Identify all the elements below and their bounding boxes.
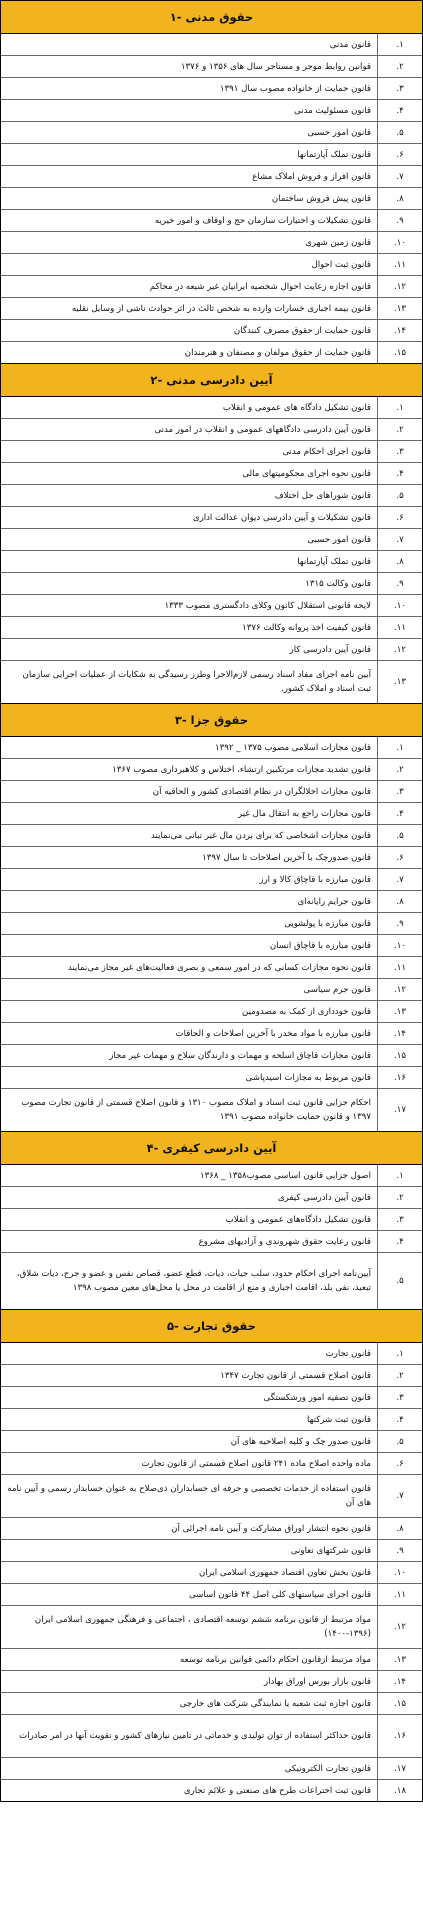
law-title bbox=[1, 188, 377, 209]
row-number: ۱۵. bbox=[377, 1693, 422, 1714]
law-title-text: قانون ثبت شرکتها bbox=[307, 1414, 371, 1425]
row-number: ۱۳. bbox=[377, 1001, 422, 1022]
law-title bbox=[1, 1649, 377, 1670]
law-row bbox=[1, 803, 422, 825]
law-title-text: قانون تشکیل دادگاه‌های عمومی و انقلاب bbox=[225, 1214, 371, 1225]
law-row bbox=[1, 1187, 422, 1209]
law-title bbox=[1, 1584, 377, 1605]
row-number: ۱۰. bbox=[377, 935, 422, 956]
row-number: ۱۶. bbox=[377, 1715, 422, 1757]
law-title-text: قانون حداکثر استفاده از توان تولیدی و خدماتی در تامین نیازهای کشور و تقویت آنها در امر صادرات bbox=[19, 1731, 371, 1741]
row-number: ۶. bbox=[377, 144, 422, 165]
section-header: ۱- حقوق مدنی bbox=[1, 1, 422, 34]
row-number: ۱۰. bbox=[377, 1562, 422, 1583]
law-title-text: قانون رعایت حقوق شهروندی و آزادیهای مشروع bbox=[198, 1236, 371, 1247]
law-row bbox=[1, 1693, 422, 1715]
law-row bbox=[1, 34, 422, 56]
law-row bbox=[1, 320, 422, 342]
row-number: ۱۵. bbox=[377, 342, 422, 363]
law-row bbox=[1, 1209, 422, 1231]
row-number: ۱۱. bbox=[377, 957, 422, 978]
law-section bbox=[0, 364, 423, 704]
law-title bbox=[1, 1165, 377, 1186]
law-title-text: ماده واحده اصلاح ماده ۲۴۱ قانون اصلاح قسمتی از قانون تجارت bbox=[141, 1458, 371, 1469]
row-number: ۶. bbox=[377, 847, 422, 868]
law-section bbox=[0, 0, 423, 364]
law-title bbox=[1, 1045, 377, 1066]
law-row bbox=[1, 298, 422, 320]
row-number: ۳. bbox=[377, 781, 422, 802]
law-row bbox=[1, 56, 422, 78]
law-row bbox=[1, 935, 422, 957]
law-row bbox=[1, 254, 422, 276]
law-title-text: قانون استفاده از خدمات تخصصی و حرفه ای حسابداران ذی‌صلاح به عنوان حسابدار رسمی و آیین نامه های آن bbox=[7, 1484, 371, 1508]
row-number: ۸. bbox=[377, 551, 422, 572]
law-title-text: اصول جزایی قانون اساسی مصوب۱۳۵۸ _ ۱۳۶۸ bbox=[199, 1170, 371, 1181]
law-row bbox=[1, 1045, 422, 1067]
law-title-text: قانون ثبت احوال bbox=[311, 259, 371, 270]
law-title-text: احکام جزایی قانون ثبت اسناد و املاک مصوب ۱۳۱۰ و قانون اصلاح قسمتی از قانون تجارت مصوب ۱۳۹۷ و قانون حمایت خانواده مصوب ۱۳۹۱ bbox=[21, 1098, 371, 1122]
law-title bbox=[1, 254, 377, 275]
law-title bbox=[1, 210, 377, 231]
row-number: ۴. bbox=[377, 1231, 422, 1252]
row-number: ۲. bbox=[377, 1365, 422, 1386]
row-number: ۸. bbox=[377, 1518, 422, 1539]
row-number: ۵. bbox=[377, 825, 422, 846]
law-title-text: قانون امور حسبی bbox=[307, 127, 371, 138]
law-title-text: قانون آیین دادرسی دادگاههای عمومی و انقلاب در امور مدنی bbox=[154, 424, 371, 435]
law-title bbox=[1, 419, 377, 440]
row-number: ۱۰. bbox=[377, 232, 422, 253]
law-title bbox=[1, 1540, 377, 1561]
law-title bbox=[1, 1758, 377, 1779]
law-row bbox=[1, 891, 422, 913]
law-title bbox=[1, 617, 377, 638]
row-number: ۵. bbox=[377, 1253, 422, 1309]
law-row bbox=[1, 737, 422, 759]
law-title-text: قانون بخش تعاون اقتصاد جمهوری اسلامی ایران bbox=[198, 1567, 371, 1578]
law-title bbox=[1, 1693, 377, 1714]
law-title-text: قانون نحوه مجازات کسانی که در امور سمعی و بصری فعالیت‌های غیر مجاز می‌نمایند bbox=[67, 962, 371, 973]
row-number: ۵. bbox=[377, 122, 422, 143]
law-title bbox=[1, 1715, 377, 1757]
law-row bbox=[1, 957, 422, 979]
law-row bbox=[1, 1409, 422, 1431]
law-row bbox=[1, 1089, 422, 1131]
law-row bbox=[1, 1758, 422, 1780]
law-title bbox=[1, 232, 377, 253]
law-title bbox=[1, 869, 377, 890]
law-title bbox=[1, 56, 377, 77]
law-title-text: قانون مبارزه با قاچاق انسان bbox=[269, 940, 371, 951]
law-title bbox=[1, 78, 377, 99]
law-title-text: قانون تملک آپارتمانها bbox=[297, 556, 371, 567]
row-number: ۱۵. bbox=[377, 1045, 422, 1066]
law-row bbox=[1, 144, 422, 166]
law-row bbox=[1, 507, 422, 529]
law-title bbox=[1, 397, 377, 418]
law-title-text: قانون حمایت از حقوق مولفان و مصنفان و هنرمندان bbox=[184, 347, 371, 358]
law-title bbox=[1, 891, 377, 912]
row-number: ۸. bbox=[377, 891, 422, 912]
law-title-text: قانون نحوه اجرای محکومیتهای مالی bbox=[242, 468, 371, 479]
law-title bbox=[1, 1671, 377, 1692]
row-number: ۱۴. bbox=[377, 320, 422, 341]
row-number: ۴. bbox=[377, 463, 422, 484]
section-header: ۳- حقوق جزا bbox=[1, 704, 422, 737]
law-title-text: قانون صدورچک با آخرین اصلاحات تا سال ۱۳۹۷ bbox=[202, 852, 371, 863]
law-row bbox=[1, 979, 422, 1001]
law-title-text: قانون آیین دادرسی کیفری bbox=[277, 1192, 371, 1203]
law-row bbox=[1, 529, 422, 551]
law-row bbox=[1, 100, 422, 122]
law-title bbox=[1, 463, 377, 484]
law-row bbox=[1, 485, 422, 507]
law-title bbox=[1, 485, 377, 506]
law-title-text: قانون افراز و فروش املاک مشاع bbox=[252, 171, 371, 182]
row-number: ۶. bbox=[377, 1453, 422, 1474]
section-header: ۵- حقوق تجارت bbox=[1, 1310, 422, 1343]
law-title-text: قانون اجرای سیاستهای کلی اصل ۴۴ قانون اساسی bbox=[188, 1589, 371, 1600]
row-number: ۱۳. bbox=[377, 298, 422, 319]
law-row bbox=[1, 573, 422, 595]
law-title-text: مواد مرتبط ازقانون احکام دائمی قوانین برنامه توسعه bbox=[180, 1654, 371, 1665]
row-number: ۳. bbox=[377, 78, 422, 99]
law-title bbox=[1, 759, 377, 780]
law-title-text: قانون مجازات اشخاصی که برای بردن مال غیر تبانی می‌نمایند bbox=[151, 830, 371, 841]
law-title-text: قانون اجازه رعایت احوال شخصیه ایرانیان غیر شیعه در محاکم bbox=[149, 281, 371, 292]
law-row bbox=[1, 1715, 422, 1758]
law-row bbox=[1, 1780, 422, 1801]
law-row bbox=[1, 639, 422, 661]
law-title bbox=[1, 441, 377, 462]
law-title bbox=[1, 144, 377, 165]
law-title bbox=[1, 298, 377, 319]
law-title bbox=[1, 935, 377, 956]
law-row bbox=[1, 1343, 422, 1365]
law-row bbox=[1, 1067, 422, 1089]
row-number: ۱۷. bbox=[377, 1089, 422, 1131]
law-title-text: قانون کیفیت اخذ پروانه وکالت ۱۳۷۶ bbox=[242, 622, 371, 633]
law-title-text: قانون مجازات اخلالگران در نظام اقتصادی کشور و الحاقیه آن bbox=[152, 786, 371, 797]
law-row bbox=[1, 1518, 422, 1540]
law-title-text: قانون جرم سیاسی bbox=[303, 984, 371, 995]
law-title-text: قانون اجازه ثبت شعبه یا نمایندگی شرکت های خارجی bbox=[179, 1698, 371, 1709]
law-title-text: قانون مجازات راجع به انتقال مال غیر bbox=[238, 808, 371, 819]
law-section bbox=[0, 1132, 423, 1310]
law-row bbox=[1, 78, 422, 100]
law-row bbox=[1, 276, 422, 298]
law-title bbox=[1, 1023, 377, 1044]
row-number: ۸. bbox=[377, 188, 422, 209]
row-number: ۱۴. bbox=[377, 1671, 422, 1692]
law-title bbox=[1, 957, 377, 978]
law-title bbox=[1, 529, 377, 550]
law-row bbox=[1, 1001, 422, 1023]
row-number: ۱۸. bbox=[377, 1780, 422, 1801]
law-title-text: قانون تشدید مجازات مرتکبین ارتشاء، اختلاس و کلاهبرداری مصوب ۱۳۶۷ bbox=[112, 764, 371, 775]
row-number: ۱۳. bbox=[377, 1649, 422, 1670]
law-title-text: قانون حمایت از خانواده مصوب سال ۱۳۹۱ bbox=[219, 83, 371, 94]
law-row bbox=[1, 210, 422, 232]
law-title-text: قانون بیمه اجباری خسارات وارده به شخص ثالث در اثر حوادث ناشی از وسایل نقلیه bbox=[71, 303, 371, 314]
row-number: ۹. bbox=[377, 913, 422, 934]
law-row bbox=[1, 595, 422, 617]
law-title bbox=[1, 1365, 377, 1386]
section-header: ۴- آیین دادرسی کیفری bbox=[1, 1132, 422, 1165]
law-title bbox=[1, 1343, 377, 1364]
law-title-text: قانون پیش فروش ساختمان bbox=[271, 193, 371, 204]
law-row bbox=[1, 1365, 422, 1387]
law-title bbox=[1, 1089, 377, 1131]
law-title bbox=[1, 1606, 377, 1648]
law-title bbox=[1, 825, 377, 846]
law-title-text: قانون صدور چک و کلیه اصلاحیه های آن bbox=[230, 1436, 371, 1447]
law-title bbox=[1, 342, 377, 363]
law-title-text: قانون جرایم رایانه‌ای bbox=[297, 896, 371, 907]
law-title bbox=[1, 1187, 377, 1208]
law-title-text: قانون تشکیل دادگاه های عمومی و انقلاب bbox=[222, 402, 371, 413]
law-row bbox=[1, 1023, 422, 1045]
law-row bbox=[1, 869, 422, 891]
law-title-text: قانون تشکیلات و اختیارات سازمان حج و اوقاف و امور خیریه bbox=[154, 215, 371, 226]
row-number: ۱۱. bbox=[377, 254, 422, 275]
law-title-text: قانون شرکتهای تعاونی bbox=[290, 1545, 371, 1556]
row-number: ۱۲. bbox=[377, 1606, 422, 1648]
law-row bbox=[1, 1475, 422, 1518]
law-row bbox=[1, 1562, 422, 1584]
law-title-text: قانون مبارزه با قاچاق کالا و ارز bbox=[259, 874, 371, 885]
law-row bbox=[1, 1253, 422, 1309]
law-row bbox=[1, 397, 422, 419]
row-number: ۵. bbox=[377, 1431, 422, 1452]
law-title bbox=[1, 1231, 377, 1252]
law-title-text: قانون مدنی bbox=[329, 39, 371, 50]
row-number: ۱۷. bbox=[377, 1758, 422, 1779]
law-title bbox=[1, 1518, 377, 1539]
row-number: ۱. bbox=[377, 737, 422, 758]
law-row bbox=[1, 551, 422, 573]
law-row bbox=[1, 166, 422, 188]
row-number: ۳. bbox=[377, 1209, 422, 1230]
law-row bbox=[1, 847, 422, 869]
law-title bbox=[1, 1453, 377, 1474]
row-number: ۱۱. bbox=[377, 1584, 422, 1605]
law-title bbox=[1, 1001, 377, 1022]
law-title-text: لایحه قانونی استقلال کانون وکلای دادگستری مصوب ۱۳۳۳ bbox=[164, 600, 371, 611]
law-title-text: قانون ثبت اختراعات طرح های صنعتی و علائم تجاری bbox=[183, 1785, 371, 1796]
law-title-text: قانون حمایت از حقوق مصرف کنندگان bbox=[233, 325, 371, 336]
law-title-text: قانون بازار بورس اوراق بهادار bbox=[263, 1676, 371, 1687]
row-number: ۲. bbox=[377, 419, 422, 440]
law-title-text: قانون وکالت ۱۳۱۵ bbox=[305, 578, 371, 589]
law-title bbox=[1, 166, 377, 187]
row-number: ۵. bbox=[377, 485, 422, 506]
law-title bbox=[1, 803, 377, 824]
law-title bbox=[1, 122, 377, 143]
row-number: ۱۲. bbox=[377, 276, 422, 297]
law-title bbox=[1, 507, 377, 528]
law-row bbox=[1, 419, 422, 441]
law-row bbox=[1, 1540, 422, 1562]
law-section bbox=[0, 704, 423, 1132]
law-title bbox=[1, 1475, 377, 1517]
law-row bbox=[1, 781, 422, 803]
law-title bbox=[1, 551, 377, 572]
row-number: ۴. bbox=[377, 1409, 422, 1430]
law-title bbox=[1, 737, 377, 758]
law-row bbox=[1, 617, 422, 639]
law-title-text: قانون اجرای احکام مدنی bbox=[282, 446, 371, 457]
law-row bbox=[1, 463, 422, 485]
law-title bbox=[1, 595, 377, 616]
law-title-text: قانون مسئولیت مدنی bbox=[294, 105, 371, 116]
row-number: ۱۳. bbox=[377, 661, 422, 703]
law-row bbox=[1, 122, 422, 144]
row-number: ۷. bbox=[377, 1475, 422, 1517]
law-row bbox=[1, 1584, 422, 1606]
law-title-text: قانون تصفیه امور ورشکستگی bbox=[263, 1392, 371, 1403]
law-row bbox=[1, 232, 422, 254]
row-number: ۱۲. bbox=[377, 979, 422, 1000]
row-number: ۱۱. bbox=[377, 617, 422, 638]
law-section bbox=[0, 1310, 423, 1802]
law-title-text: قوانین روابط موجر و مستاجر سال های ۱۳۵۶ و ۱۳۷۶ bbox=[180, 61, 371, 72]
row-number: ۳. bbox=[377, 1387, 422, 1408]
row-number: ۲. bbox=[377, 759, 422, 780]
law-title-text: قانون مجازات قاچاق اسلحه و مهمات و دارندگان سلاح و مهمات غیر مجاز bbox=[109, 1050, 371, 1061]
law-title bbox=[1, 1253, 377, 1309]
law-row bbox=[1, 1453, 422, 1475]
law-row bbox=[1, 759, 422, 781]
law-row bbox=[1, 1231, 422, 1253]
law-title bbox=[1, 1387, 377, 1408]
row-number: ۱۰. bbox=[377, 595, 422, 616]
row-number: ۱. bbox=[377, 397, 422, 418]
law-title-text: قانون تجارت الکترونیکی bbox=[284, 1763, 371, 1774]
law-title bbox=[1, 1067, 377, 1088]
law-title bbox=[1, 913, 377, 934]
row-number: ۱۲. bbox=[377, 639, 422, 660]
law-row bbox=[1, 1387, 422, 1409]
row-number: ۹. bbox=[377, 573, 422, 594]
law-title-text: قانون تجارت bbox=[325, 1348, 371, 1359]
row-number: ۷. bbox=[377, 869, 422, 890]
law-title-text: آیین نامه اجرای مفاد اسناد رسمی لازم‌الاجرا وطرز رسیدگی به شکایات از عملیات اجرایی سازمان ثبت اسناد و املاک کشور. bbox=[22, 670, 371, 694]
row-number: ۳. bbox=[377, 441, 422, 462]
row-number: ۴. bbox=[377, 803, 422, 824]
law-title-text: قانون مبارزه با پولشویی bbox=[284, 918, 371, 929]
law-row bbox=[1, 1671, 422, 1693]
law-title bbox=[1, 320, 377, 341]
law-row bbox=[1, 913, 422, 935]
row-number: ۱۴. bbox=[377, 1023, 422, 1044]
law-row bbox=[1, 1165, 422, 1187]
law-title bbox=[1, 573, 377, 594]
law-title bbox=[1, 639, 377, 660]
law-title-text: قانون مربوط به مجازات اسیدپاشی bbox=[245, 1072, 371, 1083]
row-number: ۱. bbox=[377, 34, 422, 55]
law-row bbox=[1, 661, 422, 703]
row-number: ۲. bbox=[377, 56, 422, 77]
row-number: ۹. bbox=[377, 210, 422, 231]
row-number: ۱. bbox=[377, 1343, 422, 1364]
law-title bbox=[1, 1409, 377, 1430]
law-row bbox=[1, 1431, 422, 1453]
law-title-text: قانون تشکیلات و آیین دادرسی دیوان عدالت اداری bbox=[192, 512, 371, 523]
row-number: ۷. bbox=[377, 166, 422, 187]
row-number: ۹. bbox=[377, 1540, 422, 1561]
law-title-text: قانون مجازات اسلامی مصوب ۱۳۷۵ _ ۱۳۹۲ bbox=[215, 742, 371, 753]
law-title-text: قانون مبارزه با مواد مخدر با آخرین اصلاحات و الحاقات bbox=[175, 1028, 371, 1039]
law-title bbox=[1, 847, 377, 868]
row-number: ۶. bbox=[377, 507, 422, 528]
law-title bbox=[1, 1209, 377, 1230]
row-number: ۴. bbox=[377, 100, 422, 121]
law-title-text: قانون شوراهای حل اختلاف bbox=[274, 490, 371, 501]
law-title bbox=[1, 1562, 377, 1583]
law-title-text: قانون خودداری از کمک به مصدومین bbox=[242, 1006, 371, 1017]
law-title bbox=[1, 100, 377, 121]
law-title-text: قانون اصلاح قسمتی از قانون تجارت ۱۳۴۷ bbox=[220, 1370, 371, 1381]
law-row bbox=[1, 825, 422, 847]
law-title-text: قانون نحوه انتشار اوراق مشارکت و آیین نامه اجرائی آن bbox=[171, 1523, 371, 1534]
law-title-text: قانون امور حسبی bbox=[307, 534, 371, 545]
law-row bbox=[1, 441, 422, 463]
row-number: ۱۶. bbox=[377, 1067, 422, 1088]
row-number: ۲. bbox=[377, 1187, 422, 1208]
law-title bbox=[1, 34, 377, 55]
law-title-text: قانون آیین دادرسی کار bbox=[289, 644, 371, 655]
law-row bbox=[1, 188, 422, 210]
law-title-text: آیین‌نامه اجرای احکام حدود، سلب حیات، دیات، قطع عضو، قصاص نفس و عضو و جرح، دیات شلاق، تبعید، نفی بلد، اقامت اجباری و منع از اقامت در محل یا محل‌های معین مصوب ۱۳۹۸ bbox=[16, 1269, 371, 1293]
law-title bbox=[1, 1431, 377, 1452]
law-title bbox=[1, 781, 377, 802]
law-title-text: مواد مرتبط از قانون برنامه ششم توسعه اقتصادی ، اجتماعی و فرهنگی جمهوری اسلامی ایران (۱۳۹۶-۱۴۰۰) bbox=[34, 1615, 371, 1639]
law-title bbox=[1, 276, 377, 297]
section-header: ۲- آیین دادرسی مدنی bbox=[1, 364, 422, 397]
law-row bbox=[1, 1649, 422, 1671]
law-title bbox=[1, 979, 377, 1000]
row-number: ۱. bbox=[377, 1165, 422, 1186]
law-row bbox=[1, 1606, 422, 1649]
row-number: ۷. bbox=[377, 529, 422, 550]
law-title-text: قانون زمین شهری bbox=[305, 237, 371, 248]
law-title bbox=[1, 1780, 377, 1801]
law-row bbox=[1, 342, 422, 363]
law-title-text: قانون تملک آپارتمانها bbox=[297, 149, 371, 160]
law-title bbox=[1, 661, 377, 703]
